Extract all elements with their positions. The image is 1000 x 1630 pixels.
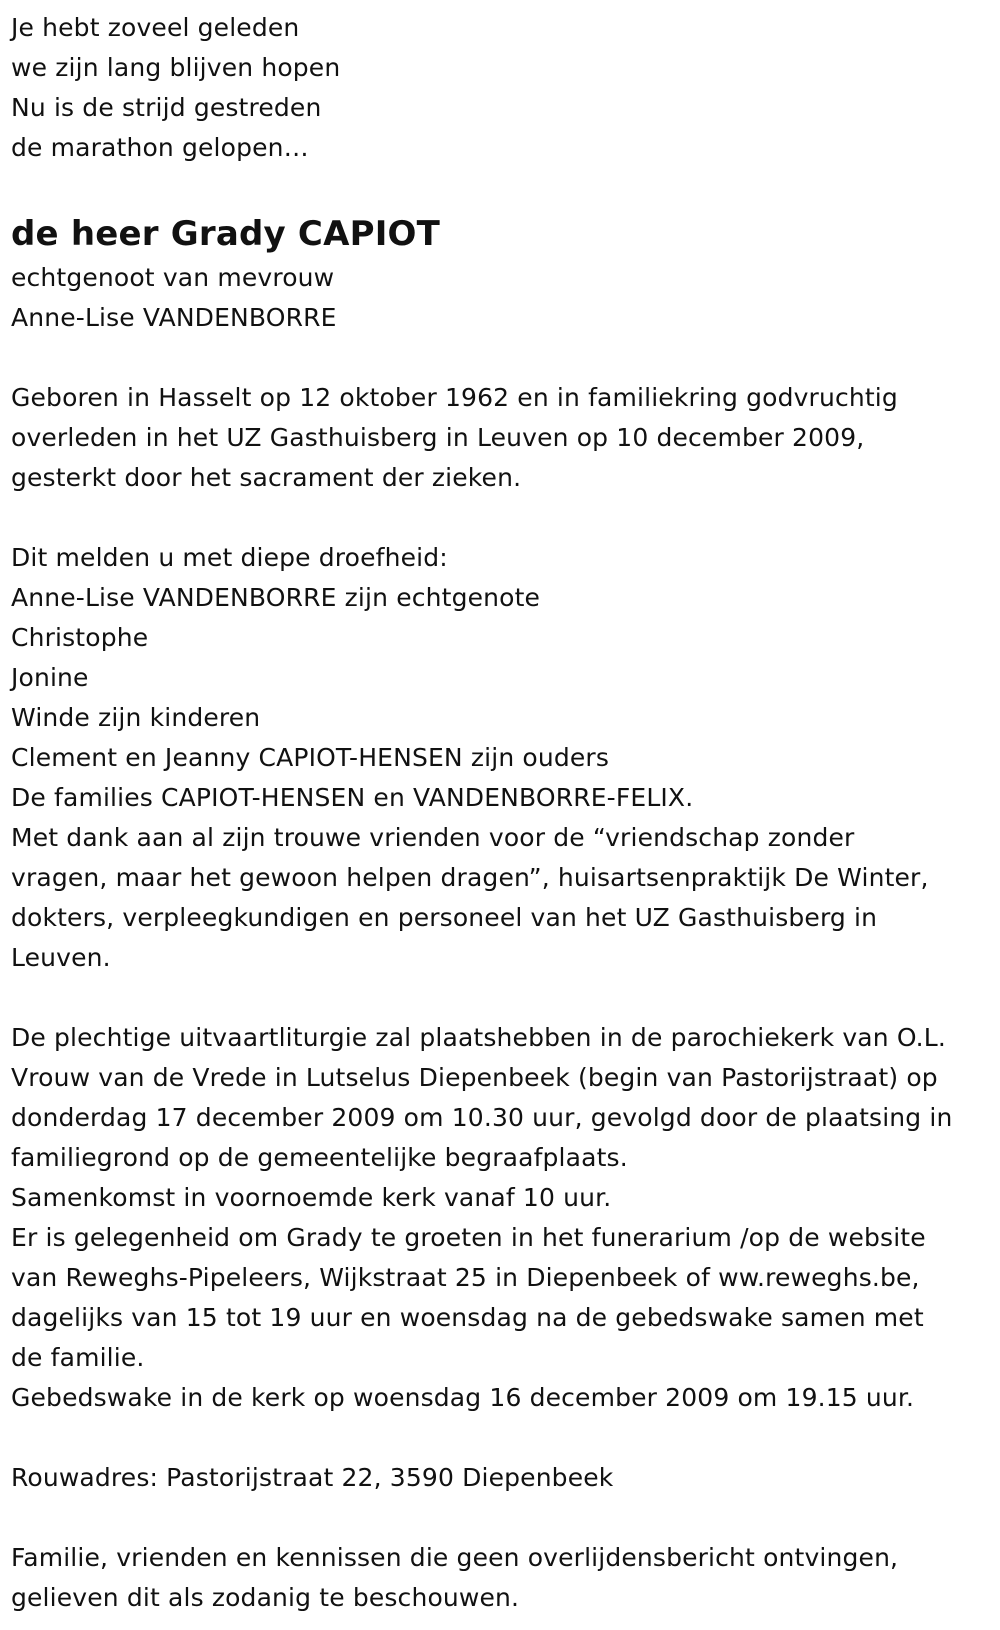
birth-death-paragraph xyxy=(11,378,990,498)
text-line: van Reweghs-Pipeleers, Wijkstraat 25 in Diepenbeek of ww.reweghs.be, xyxy=(11,1263,920,1292)
poem-line: de marathon gelopen… xyxy=(11,133,309,162)
text-line: Leuven. xyxy=(11,943,111,972)
text-line: Geboren in Hasselt op 12 oktober 1962 en in familiekring godvruchtig xyxy=(11,383,898,412)
text-line: Vrouw van de Vrede in Lutselus Diepenbeek (begin van Pastorijstraat) op xyxy=(11,1063,938,1092)
poem xyxy=(11,8,990,168)
spouse-info xyxy=(11,258,990,338)
text-line: de familie. xyxy=(11,1343,145,1372)
text-line: Clement en Jeanny CAPIOT-HENSEN zijn ouders xyxy=(11,743,610,772)
text-line: overleden in het UZ Gasthuisberg in Leuven op 10 december 2009, xyxy=(11,423,865,452)
spacer xyxy=(11,1418,990,1458)
text-line: De plechtige uitvaartliturgie zal plaatshebben in de parochiekerk van O.L. xyxy=(11,1023,946,1052)
spacer xyxy=(11,338,990,378)
text-line: donderdag 17 december 2009 om 10.30 uur, gevolgd door de plaatsing in xyxy=(11,1103,953,1132)
funeral-paragraph xyxy=(11,1018,990,1418)
announcement-paragraph xyxy=(11,538,990,978)
text-line: Er is gelegenheid om Grady te groeten in het funerarium /op de website xyxy=(11,1223,926,1252)
text-line: Familie, vrienden en kennissen die geen overlijdensbericht ontvingen, xyxy=(11,1543,899,1572)
text-line: Dit melden u met diepe droefheid: xyxy=(11,543,448,572)
text-line: Samenkomst in voornoemde kerk vanaf 10 uur. xyxy=(11,1183,612,1212)
text-line: Winde zijn kinderen xyxy=(11,703,261,732)
spacer xyxy=(11,1498,990,1538)
text-line: vragen, maar het gewoon helpen dragen”, huisartsenpraktijk De Winter, xyxy=(11,863,929,892)
spacer xyxy=(11,498,990,538)
text-line: Jonine xyxy=(11,663,89,692)
address-paragraph xyxy=(11,1458,990,1498)
poem-line: Nu is de strijd gestreden xyxy=(11,93,322,122)
closing-paragraph xyxy=(11,1538,990,1618)
text-line: Met dank aan al zijn trouwe vrienden voor de “vriendschap zonder xyxy=(11,823,855,852)
address-line: Rouwadres: Pastorijstraat 22, 3590 Diepenbeek xyxy=(11,1463,614,1492)
text-line: gesterkt door het sacrament der zieken. xyxy=(11,463,522,492)
text-line: Christophe xyxy=(11,623,149,652)
text-line: dagelijks van 15 tot 19 uur en woensdag na de gebedswake samen met xyxy=(11,1303,924,1332)
deceased-name: de heer Grady CAPIOT xyxy=(11,214,441,254)
text-line: Gebedswake in de kerk op woensdag 16 december 2009 om 19.15 uur. xyxy=(11,1383,915,1412)
spacer xyxy=(11,978,990,1018)
text-line: familiegrond op de gemeentelijke begraafplaats. xyxy=(11,1143,628,1172)
spouse-line: Anne-Lise VANDENBORRE xyxy=(11,303,337,332)
poem-line: we zijn lang blijven hopen xyxy=(11,53,341,82)
spouse-line: echtgenoot van mevrouw xyxy=(11,263,335,292)
text-line: gelieven dit als zodanig te beschouwen. xyxy=(11,1583,520,1612)
text-line: De families CAPIOT-HENSEN en VANDENBORRE-FELIX. xyxy=(11,783,694,812)
poem-line: Je hebt zoveel geleden xyxy=(11,13,300,42)
text-line: Anne-Lise VANDENBORRE zijn echtgenote xyxy=(11,583,541,612)
text-line: dokters, verpleegkundigen en personeel van het UZ Gasthuisberg in xyxy=(11,903,878,932)
